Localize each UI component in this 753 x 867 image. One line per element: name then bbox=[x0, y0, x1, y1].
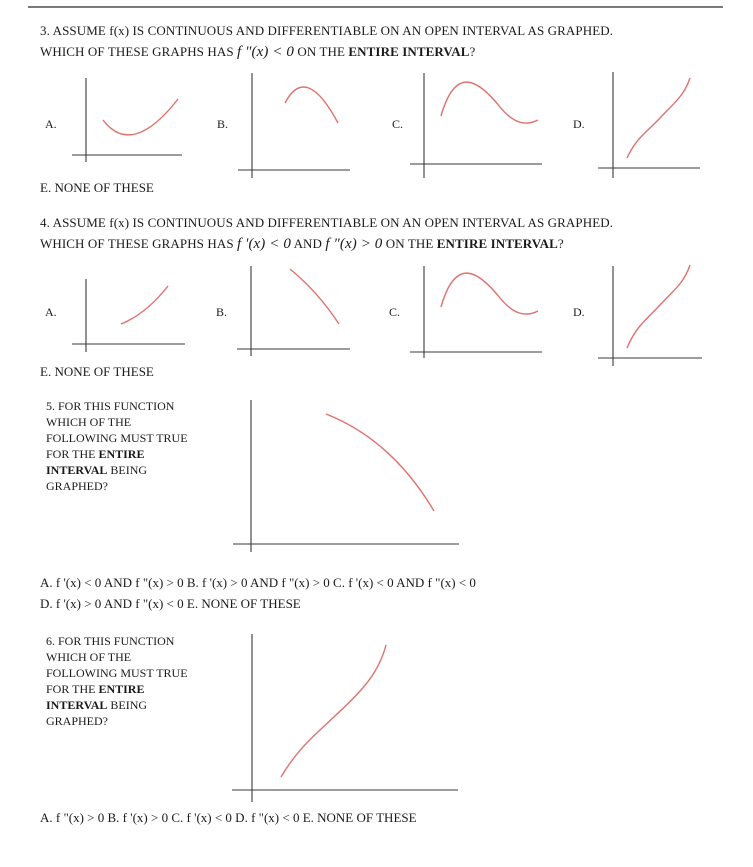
q6-axes bbox=[232, 634, 458, 802]
q4-line2-mid: ON THE bbox=[382, 236, 437, 251]
q6-options-row: A. f "(x) > 0 B. f '(x) > 0 C. f '(x) < 0 D. f "(x) < 0 E. NONE OF THESE bbox=[40, 810, 417, 825]
q5-options-row2: D. f '(x) > 0 AND f "(x) < 0 E. NONE OF THESE bbox=[40, 596, 301, 611]
q3-graph-c bbox=[410, 73, 542, 178]
q4-condition-2: f "(x) > 0 bbox=[325, 236, 383, 252]
q4-line1: 4. ASSUME f(x) IS CONTINUOUS AND DIFFERENTIABLE ON AN OPEN INTERVAL AS GRAPHED. bbox=[40, 215, 614, 230]
q3-none-option: E. NONE OF THESE bbox=[40, 180, 154, 195]
q3-b-axes bbox=[238, 73, 350, 178]
q4-line2-and: AND bbox=[290, 236, 326, 251]
q3-a-axes bbox=[72, 78, 182, 162]
q4-graph-d bbox=[598, 265, 702, 366]
q4-d-curve bbox=[627, 265, 690, 348]
q3-entire-interval: ENTIRE INTERVAL bbox=[348, 44, 470, 59]
q4-line2 bbox=[40, 236, 564, 252]
q4-graph-c bbox=[410, 266, 542, 358]
q4-label-d: D. bbox=[573, 305, 585, 319]
q4-entire-interval: ENTIRE INTERVAL bbox=[436, 236, 558, 251]
q4-graph-a bbox=[72, 279, 185, 352]
q4-condition-1: f '(x) < 0 bbox=[237, 236, 291, 252]
q4-label-a: A. bbox=[45, 305, 57, 319]
q5-entire-interval: ENTIRE INTERVAL bbox=[46, 447, 145, 477]
q4-graph-b bbox=[237, 266, 350, 356]
q5-prompt-end: BEING GRAPHED? bbox=[46, 463, 148, 493]
q5-prompt bbox=[46, 398, 196, 494]
q6-curve bbox=[281, 645, 386, 777]
q3-label-a: A. bbox=[45, 117, 57, 131]
q5-curve bbox=[326, 414, 434, 511]
q3-label-d: D. bbox=[573, 117, 585, 131]
q4-label-b: B. bbox=[216, 305, 228, 319]
q4-c-curve bbox=[441, 273, 538, 314]
q4-b-axes bbox=[237, 266, 350, 356]
q3-label-b: B. bbox=[217, 117, 229, 131]
q3-line1: 3. ASSUME f(x) IS CONTINUOUS AND DIFFERENTIABLE ON AN OPEN INTERVAL AS GRAPHED. bbox=[40, 23, 614, 38]
q4-line2-end: ? bbox=[557, 236, 564, 251]
q3-a-curve bbox=[103, 99, 178, 135]
q3-graph-a bbox=[72, 78, 182, 162]
q6-entire-interval: ENTIRE INTERVAL bbox=[46, 682, 145, 712]
q3-condition: f "(x) < 0 bbox=[237, 44, 295, 60]
q3-c-axes bbox=[410, 73, 542, 178]
q5-graph bbox=[233, 400, 459, 552]
q5-prompt-text: 5. FOR THIS FUNCTION WHICH OF THE FOLLOWING MUST TRUE FOR THE bbox=[46, 399, 188, 461]
q3-line2-mid: ON THE bbox=[294, 44, 349, 59]
q6-prompt-end: BEING GRAPHED? bbox=[46, 698, 148, 728]
q4-a-axes bbox=[72, 279, 185, 352]
q4-b-curve bbox=[290, 269, 339, 324]
q3-graph-d bbox=[598, 72, 700, 178]
q4-line2-pre: WHICH OF THESE GRAPHS HAS bbox=[40, 236, 238, 251]
q5-options-row1: A. f '(x) < 0 AND f "(x) > 0 B. f '(x) > 0 AND f "(x) > 0 C. f '(x) < 0 AND f "(x) < 0 bbox=[40, 575, 476, 590]
q4-a-curve bbox=[121, 286, 168, 324]
q3-d-curve bbox=[627, 78, 690, 158]
q3-c-curve bbox=[441, 82, 538, 123]
q4-label-c: C. bbox=[389, 305, 401, 319]
q3-d-axes bbox=[598, 72, 700, 178]
q3-graph-b bbox=[238, 73, 350, 178]
q4-none-option: E. NONE OF THESE bbox=[40, 364, 154, 379]
q3-b-curve bbox=[285, 87, 338, 123]
q3-line2-pre: WHICH OF THESE GRAPHS HAS bbox=[40, 44, 238, 59]
q3-label-c: C. bbox=[392, 117, 404, 131]
q6-prompt bbox=[46, 633, 196, 729]
q3-line2-end: ? bbox=[469, 44, 476, 59]
q4-c-axes bbox=[410, 266, 542, 358]
q6-prompt-text: 6. FOR THIS FUNCTION WHICH OF THE FOLLOWING MUST TRUE FOR THE bbox=[46, 634, 188, 696]
q6-graph bbox=[232, 634, 458, 802]
